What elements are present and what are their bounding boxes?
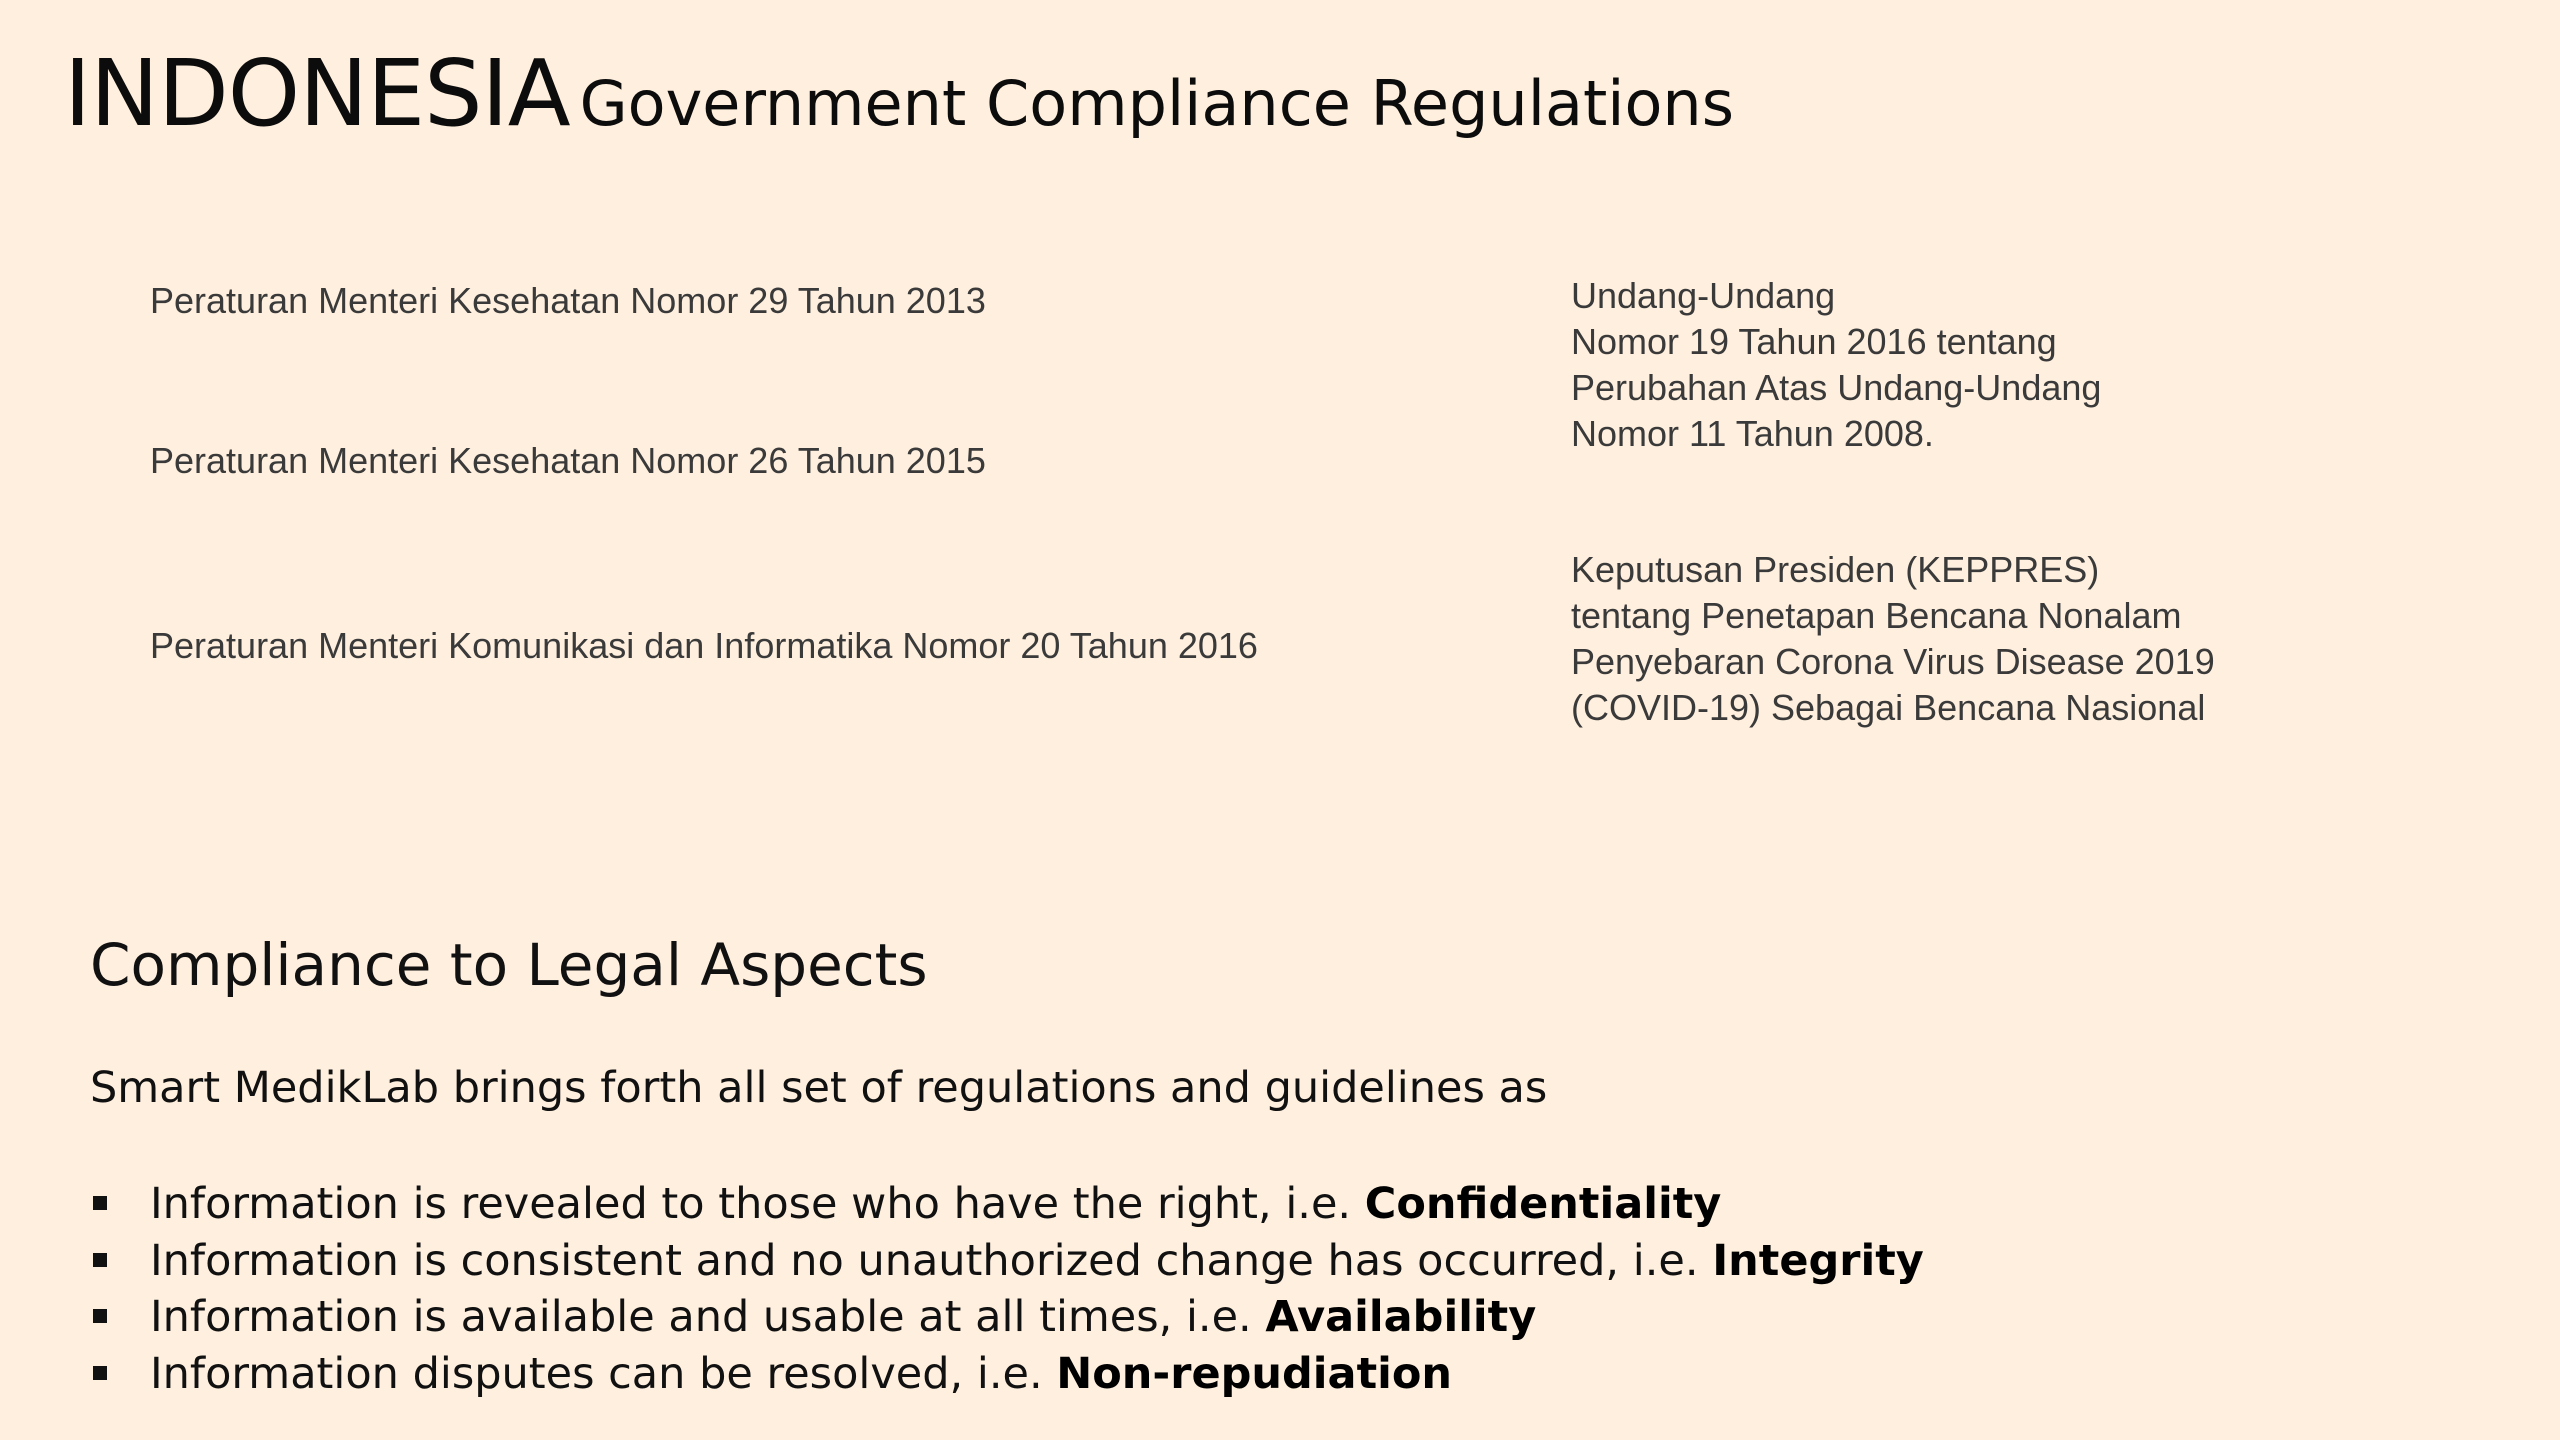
square-bullet-icon: [93, 1366, 107, 1380]
square-bullet-icon: [93, 1309, 107, 1323]
regulation-line: tentang Penetapan Bencana Nonalam: [1571, 595, 2182, 636]
list-item: [90, 1233, 1924, 1290]
regulation-line: Perubahan Atas Undang-Undang: [1571, 367, 2102, 408]
bullet-text: Information is revealed to those who have the right, i.e.: [150, 1179, 1365, 1229]
compliance-list: [90, 1176, 1924, 1402]
bullet-term: Non-repudiation: [1056, 1348, 1453, 1399]
bullet-term: Availability: [1265, 1292, 1537, 1342]
regulation-keppres-covid: [1571, 547, 2215, 731]
regulation-line: Undang-Undang: [1571, 275, 1836, 316]
bullet-term: Integrity: [1712, 1235, 1924, 1286]
list-item: [90, 1176, 1924, 1233]
regulation-permenkes-2013: Peraturan Menteri Kesehatan Nomor 29 Tahun 2013: [150, 280, 986, 321]
bullet-text: Information is consistent and no unauthorized change has occurred, i.e.: [150, 1235, 1713, 1286]
intro-text: Smart MedikLab brings forth all set of regulations and guidelines as: [90, 1063, 1548, 1113]
square-bullet-icon: [93, 1196, 107, 1210]
title-country: INDONESIA: [64, 40, 570, 147]
list-item: [90, 1289, 1924, 1346]
regulation-line: Keputusan Presiden (KEPPRES): [1571, 549, 2100, 590]
title-subtitle: Government Compliance Regulations: [579, 67, 1735, 140]
regulation-line: Nomor 19 Tahun 2016 tentang: [1571, 321, 2057, 362]
square-bullet-icon: [93, 1253, 107, 1267]
regulation-permenkes-2015: Peraturan Menteri Kesehatan Nomor 26 Tahun 2015: [150, 440, 986, 481]
regulation-permenkominfo-2016: Peraturan Menteri Komunikasi dan Informatika Nomor 20 Tahun 2016: [150, 625, 1258, 666]
bullet-text: Information disputes can be resolved, i.e.: [150, 1348, 1057, 1399]
section-title: Compliance to Legal Aspects: [90, 931, 928, 999]
regulation-line: Penyebaran Corona Virus Disease 2019: [1571, 641, 2215, 682]
list-item: [90, 1346, 1924, 1403]
bullet-term: Confidentiality: [1364, 1179, 1722, 1229]
page-title: [64, 40, 1735, 147]
regulation-line: (COVID-19) Sebagai Bencana Nasional: [1571, 687, 2206, 728]
bullet-text: Information is available and usable at all times, i.e.: [150, 1292, 1266, 1342]
regulation-uu-ite: [1571, 273, 2101, 457]
regulation-line: Nomor 11 Tahun 2008.: [1571, 413, 1934, 454]
